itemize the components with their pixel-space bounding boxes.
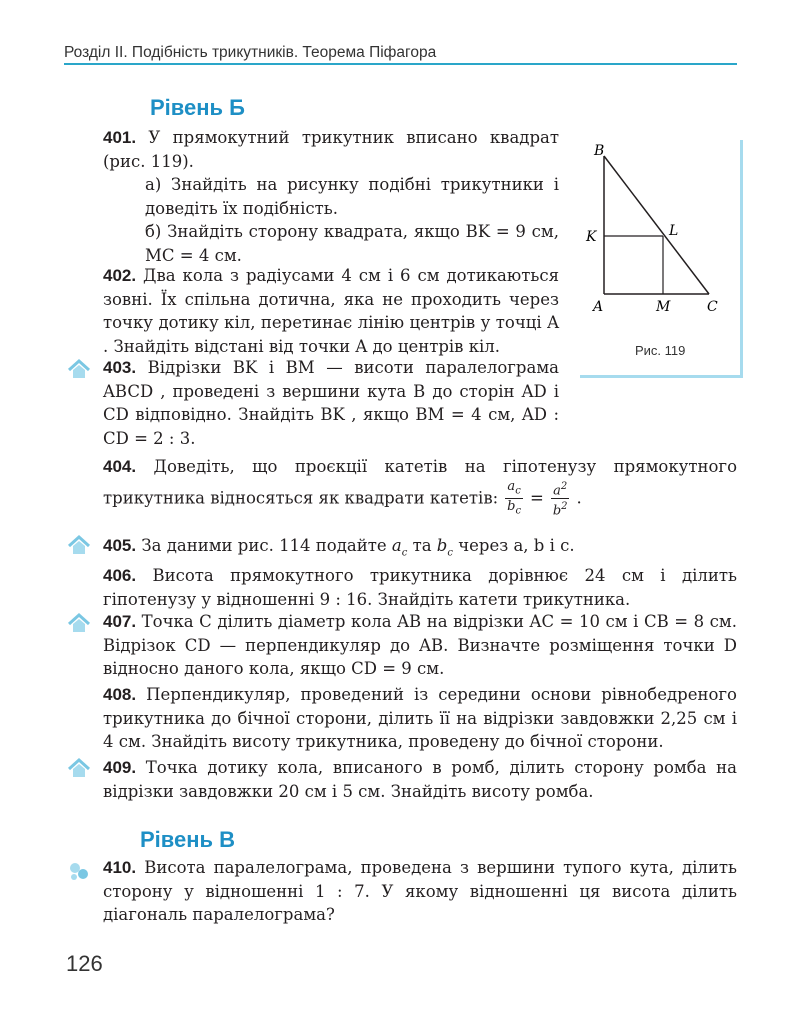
fraction-ac-bc: $\frac{a_c}{b_c}$ (507, 478, 522, 517)
equals-sign: = (530, 488, 544, 508)
figure-119-diagram (585, 140, 735, 320)
problem-number: 401. (103, 128, 137, 147)
header-rule (64, 63, 737, 65)
problem-410 (103, 856, 737, 927)
label-m: M (656, 299, 671, 315)
problem-text: Перпендикуляр, проведений із середини основи рівнобедреного трикутника до бічної сторони, ділить її на відрізки завдовжки 2,25 см і 4 см. Знайдіть висоту трикутника, проведену до бічної сторони. (103, 685, 737, 751)
problem-number: 410. (103, 858, 137, 877)
problem-number: 404. (103, 457, 137, 476)
problem-number: 406. (103, 566, 137, 585)
problem-number: 405. (103, 536, 137, 555)
running-header: Розділ ІІ. Подібність трикутників. Теорема Піфагора (64, 44, 437, 61)
puzzle-icon (67, 860, 91, 882)
problem-404: 404. Доведіть, що проєкції катетів на гіпотенузу прямокутного трикутника відносяться як квадрати катетів: $\frac{a_c}{b_c}$ = $\frac{a^2}{b^2}$ . (103, 457, 738, 519)
page-number: 126 (66, 951, 103, 976)
problem-401-part-b: б) Знайдіть сторону квадрата, якщо BK = 9 см, MC = 4 см. (145, 222, 559, 265)
house-icon (67, 612, 91, 634)
problem-number: 408. (103, 685, 137, 704)
level-v-heading: Рівень В (140, 827, 236, 852)
label-l: L (669, 223, 679, 239)
problem-text: У прямокутний трикутник вписано квадрат (рис. 119). (103, 128, 559, 171)
house-icon (67, 757, 91, 779)
problem-409 (103, 756, 737, 803)
problem-number: 409. (103, 758, 137, 777)
problem-text: Висота паралелограма, проведена з вершини тупого кута, ділить сторону у відношенні 1 : 7. У якому відношенні ця висота ділить діагональ паралелограма? (103, 858, 737, 924)
house-icon (67, 358, 91, 380)
problem-402 (103, 264, 559, 358)
problem-text: Відрізки BK і BM — висоти паралелограма ABCD , проведені з вершини кута B до сторін AD і CD відповідно. Знайдіть BK , якщо BM = 4 см, AD : CD = 2 : 3. (103, 358, 559, 448)
problem-number: 402. (103, 266, 137, 285)
label-b: B (594, 143, 605, 159)
problem-text: Доведіть, що проєкції катетів на гіпотенузу прямокутного трикутника відносяться як квадрати катетів: (103, 457, 738, 508)
label-a: A (593, 299, 604, 315)
problem-number: 403. (103, 358, 137, 377)
side-bc (604, 156, 709, 294)
fraction-a2-b2: $\frac{a^2}{b^2}$ (552, 480, 568, 519)
problem-408 (103, 683, 737, 754)
figure-caption: Рис. 119 (635, 343, 686, 358)
problem-406 (103, 564, 737, 611)
problem-407 (103, 610, 737, 681)
problem-number: 407. (103, 612, 137, 631)
problem-401 (103, 126, 559, 267)
label-k: K (586, 229, 597, 245)
problem-text: Висота прямокутного трикутника дорівнює 24 см і ділить гіпотенузу у відношенні 9 : 16. Знайдіть катети трикутника. (103, 566, 737, 609)
problem-405: 405. За даними рис. 114 подайте $a_c$ та $b_c$ через a, b і c. (103, 536, 575, 559)
problem-text: Два кола з радіусами 4 см і 6 см дотикаються зовні. Їх спільна дотична, яка не проходить через точку дотику кіл, перетинає лінію центрів у точці A . Знайдіть відстані від точки A до центрів кіл. (103, 266, 559, 356)
label-c: C (707, 299, 718, 315)
problem-text: Точка C ділить діаметр кола AB на відрізки AC = 10 см і CB = 8 см. Відрізок CD — перпендикуляр до AB. Визначте розміщення точки D відносно даного кола, якщо CD = 9 см. (103, 612, 737, 678)
problem-text: Точка дотику кола, вписаного в ромб, ділить сторону ромба на відрізки завдовжки 20 см і 5 см. Знайдіть висоту ромба. (103, 758, 737, 801)
house-icon (67, 534, 91, 556)
problem-401-part-a: а) Знайдіть на рисунку подібні трикутники і доведіть їх подібність. (145, 175, 559, 218)
problem-403 (103, 356, 559, 450)
level-b-heading: Рівень Б (150, 95, 245, 120)
